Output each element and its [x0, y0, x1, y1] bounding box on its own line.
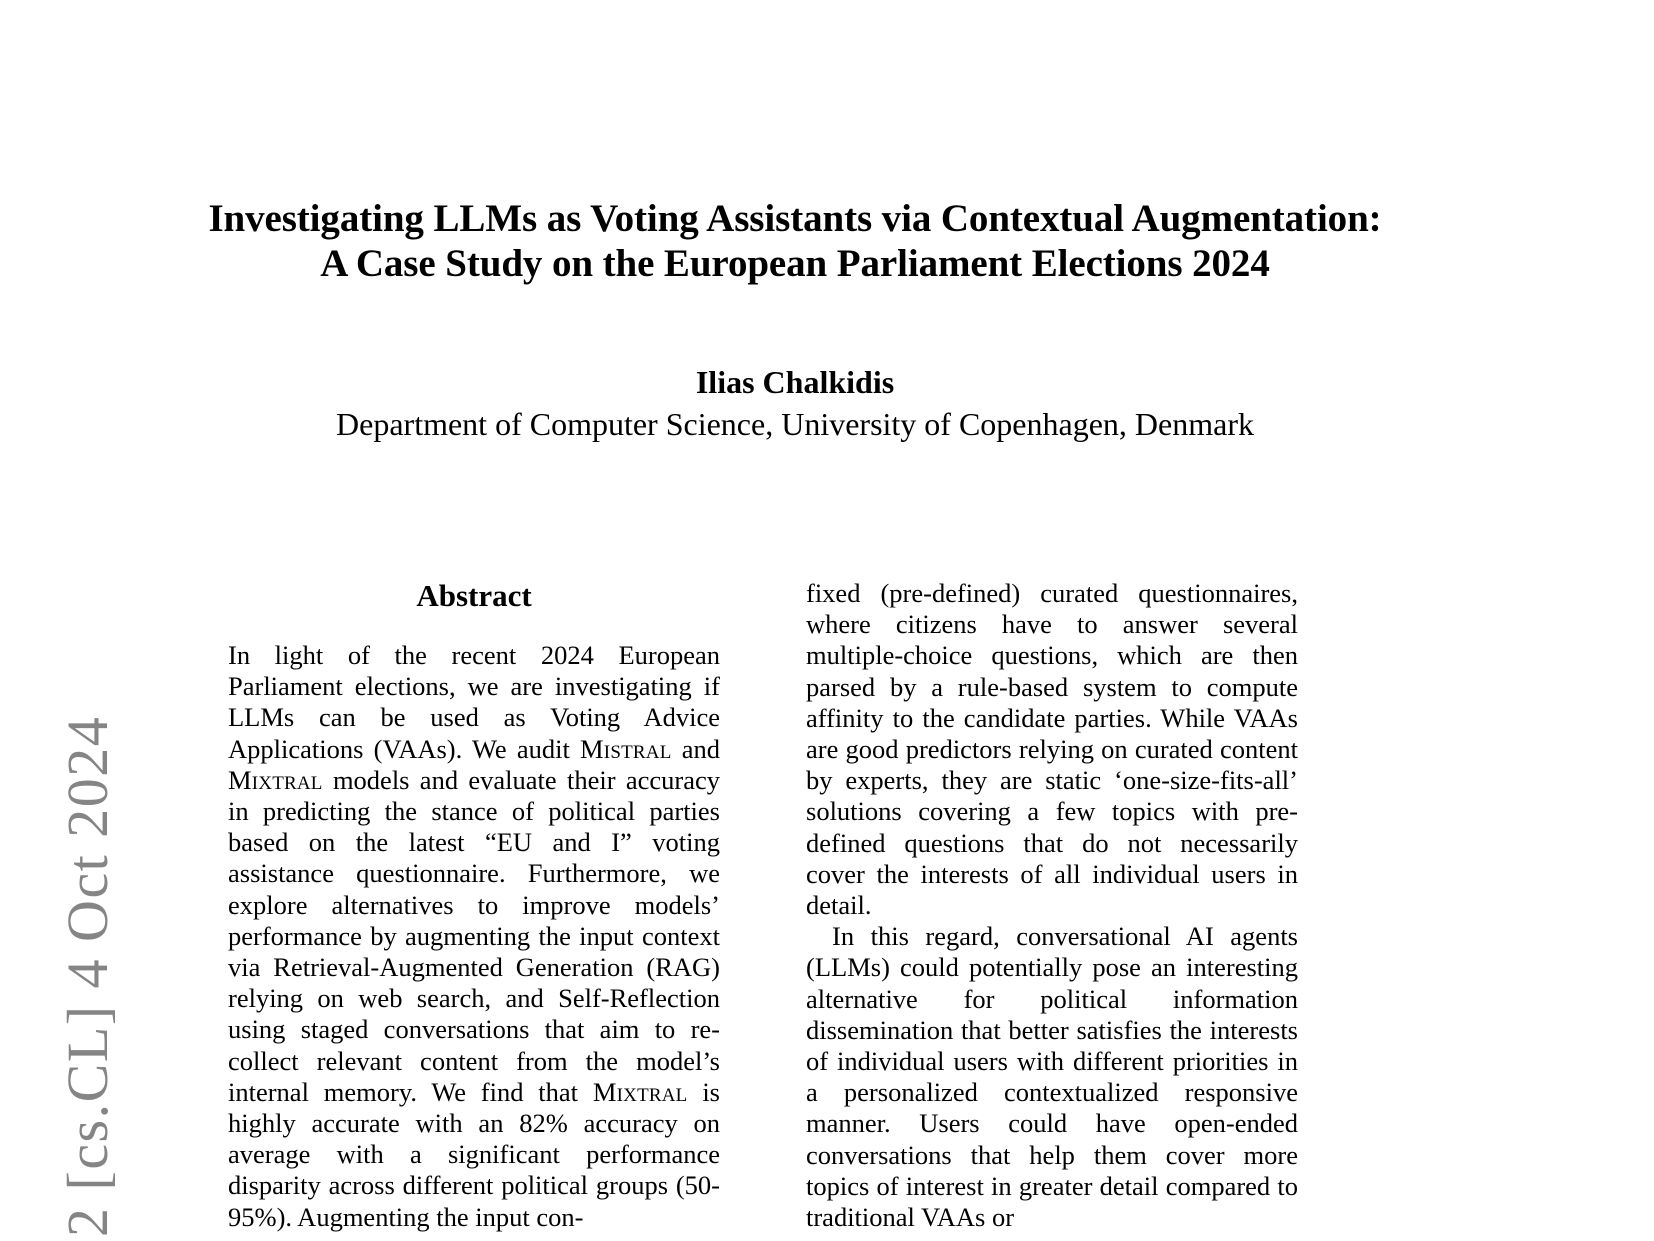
- author-name: Ilias Chalkidis: [695, 364, 895, 400]
- abstract-paragraph: [228, 640, 720, 1233]
- paper-title-line-2: A Case Study on the European Parliament Elections 2024: [320, 242, 1270, 285]
- author-affiliation: Department of Computer Science, University of Copenhagen, Denmark: [336, 406, 1254, 442]
- abstract-text-3: models and evaluate their accuracy in predicting the stance of political parties based on the latest “EU and I” voting assistance questionnaire. Furthermore, we explore alternatives to improve models’ performance by augmenting the input context via Retrieval-Augmented Generation (RAG) relying on web search, and Self-Reflection using staged conversations that aim to re-collect relevant content from the model’s internal memory. We find that: [228, 764, 720, 1107]
- abstract-heading: Abstract: [416, 578, 532, 613]
- column-left: [228, 578, 720, 1241]
- intro-paragraph-1: fixed (pre-defined) curated questionnaires, where citizens have to answer several multiple-choice questions, which are then parsed by a rule-based system to compute affinity to the candidate parties. While VAAs are good predictors relying on curated content by experts, they are static ‘one-size-fits-all’ solutions covering a few topics with pre-defined questions that do not necessarily cover the interests of all individual users in detail.: [806, 578, 1298, 921]
- model-name-mixtral-2: Mixtral: [592, 1076, 688, 1107]
- model-name-mixtral: Mixtral: [228, 764, 323, 795]
- abstract-text-1: In light of the recent 2024 European Parliament elections, we are investigating if LLMs can be used as Voting Advice Applications (VAAs). We audit: [228, 640, 720, 764]
- arxiv-stamp-text: 2 [cs.CL] 4 Oct 2024: [54, 715, 120, 1237]
- paper-title-line-1: Investigating LLMs as Voting Assistants via Contextual Augmentation:: [208, 197, 1382, 240]
- abstract-text-4: is highly accurate with an 82% accuracy on average with a significant performance disparity across different political groups (50-95%). Augmenting the input con-: [228, 1076, 720, 1232]
- intro-paragraph-2: In this regard, conversational AI agents (LLMs) could potentially pose an interesting alternative for political information dissemination that better satisfies the interests of individual users with different priorities in a personalized contextualized responsive manner. Users could have open-ended conversations that help them cover more topics of interest in greater detail compared to traditional VAAs or: [806, 921, 1298, 1233]
- abstract-text-2: and: [671, 733, 720, 764]
- model-name-mistral: Mistral: [580, 733, 672, 764]
- column-right: [806, 578, 1298, 1241]
